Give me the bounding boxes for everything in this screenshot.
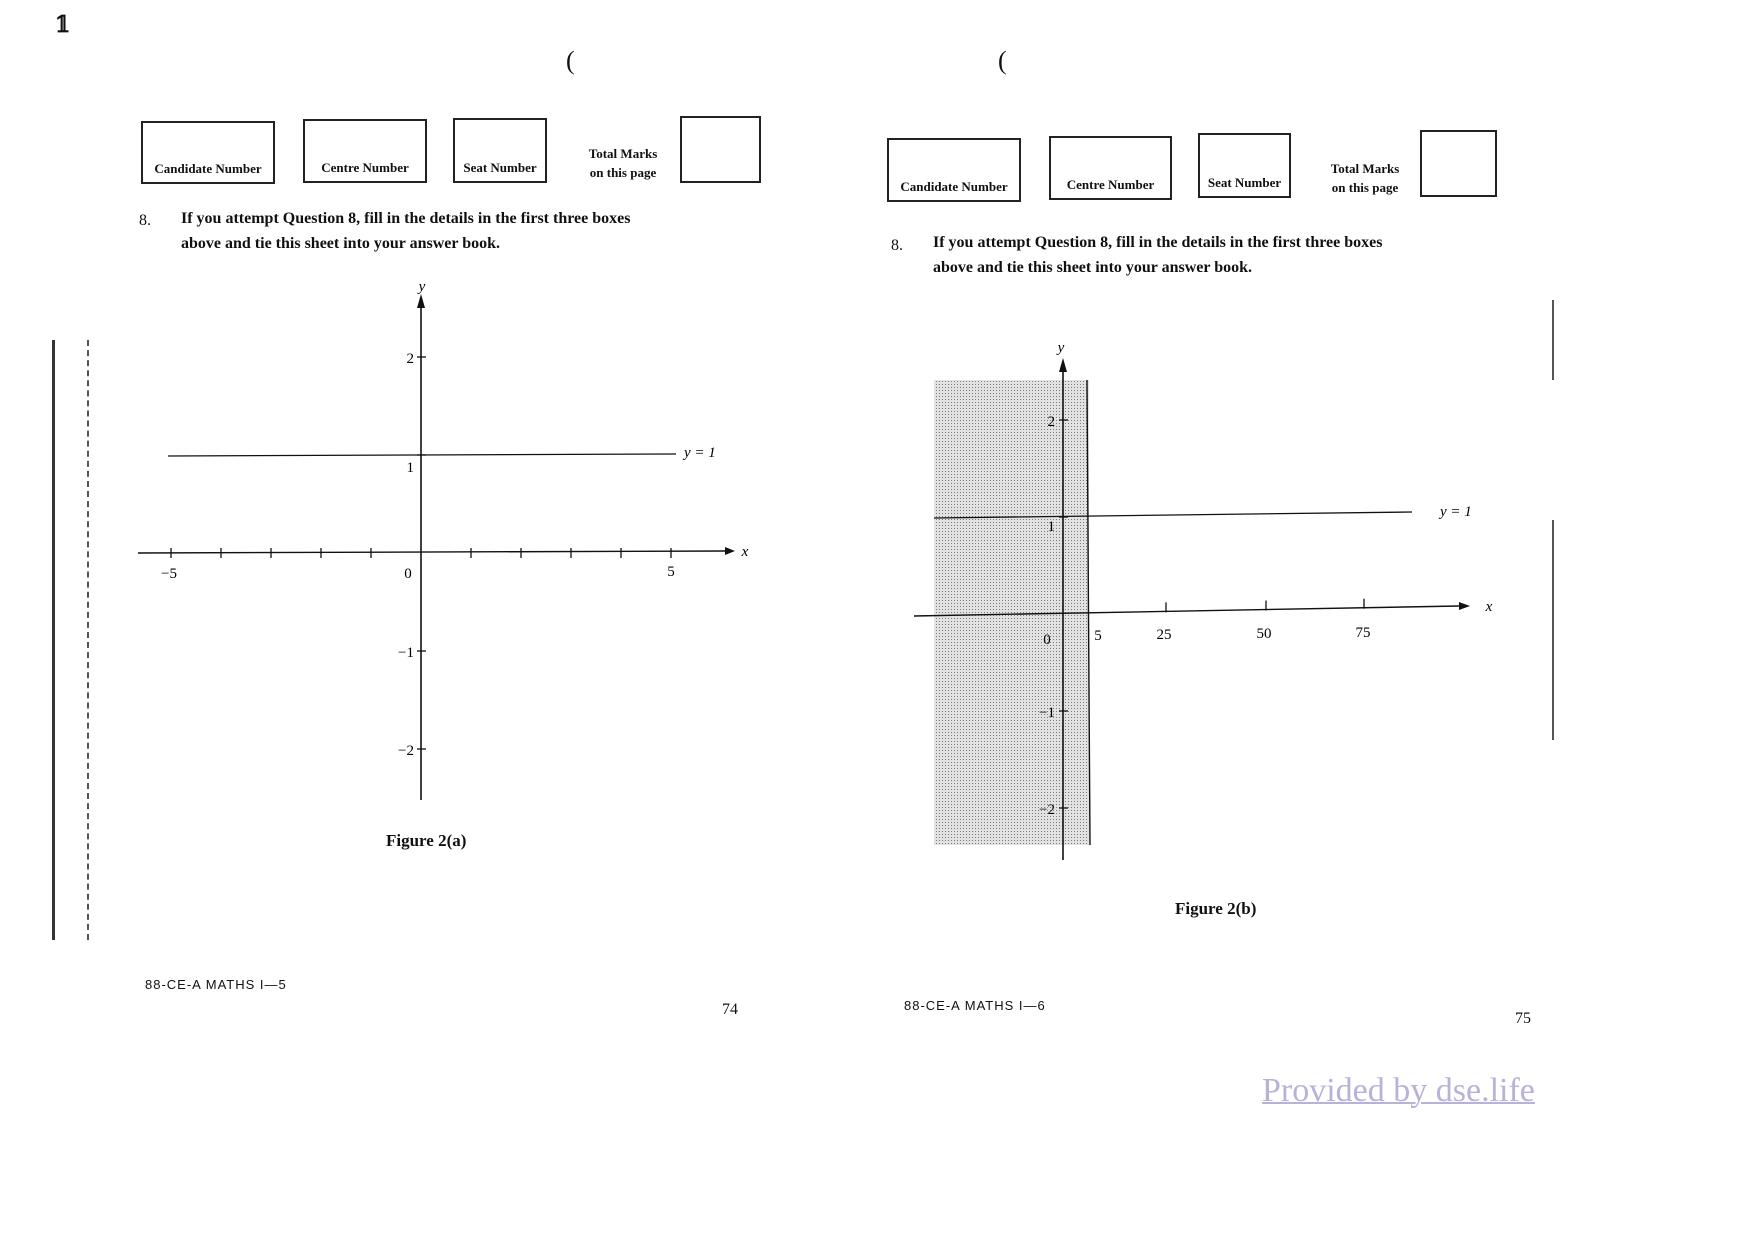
figure-caption: Figure 2(a) xyxy=(386,831,467,850)
seat-number-label: Seat Number xyxy=(463,160,537,175)
y-tick-label: −2 xyxy=(1039,802,1055,818)
centre-number-label: Centre Number xyxy=(321,160,409,175)
question-number: 8. xyxy=(139,212,151,229)
page-number: 74 xyxy=(722,1001,738,1018)
scan-mark: ( xyxy=(998,46,1007,75)
watermark: Provided by dse.life xyxy=(1262,1072,1535,1109)
y-axis-arrow xyxy=(417,294,425,308)
footer-code: 88-CE-A MATHS I—6 xyxy=(904,998,1046,1013)
question-line1: If you attempt Question 8, fill in the details in the first three boxes xyxy=(933,234,1383,251)
corner-mark: 𝟙 xyxy=(55,12,71,38)
x-axis-arrow xyxy=(725,547,735,555)
y-axis-label: y xyxy=(1057,340,1065,356)
footer-code: 88-CE-A MATHS I—5 xyxy=(145,977,287,992)
x-tick-label: 25 xyxy=(1156,627,1172,644)
total-marks-line1: Total Marks xyxy=(1330,161,1400,176)
shaded-region xyxy=(934,380,1089,845)
x-tick-label: 50 xyxy=(1256,626,1272,643)
x-tick-label: 75 xyxy=(1355,625,1371,642)
x-axis-label: x xyxy=(1485,599,1493,615)
line-label: y = 1 xyxy=(1440,504,1472,520)
scan-mark: ( xyxy=(566,46,575,75)
x-tick-label: 0 xyxy=(404,566,412,582)
x-tick-label: 5 xyxy=(1094,627,1102,644)
x-axis-label: x xyxy=(741,544,749,560)
y-tick-label: 1 xyxy=(406,460,414,476)
figure-2b xyxy=(876,0,1753,1245)
y-tick-label: 2 xyxy=(1047,414,1055,430)
centre-number-label: Centre Number xyxy=(1066,177,1155,192)
seat-number-label: Seat Number xyxy=(1207,175,1282,190)
x-tick-label: 0 xyxy=(1043,632,1051,648)
x-axis xyxy=(138,551,725,553)
line-y-equals-1 xyxy=(168,454,676,456)
x-tick-label: 5 xyxy=(667,564,675,580)
y-tick-label: −1 xyxy=(1039,705,1055,721)
y-axis-label: y xyxy=(418,279,426,295)
total-marks-line1: Total Marks xyxy=(588,146,658,161)
question-line2: above and tie this sheet into your answer book. xyxy=(933,259,1252,276)
x-axis-arrow xyxy=(1459,602,1470,610)
figure-2a xyxy=(0,0,876,1245)
total-marks-line2: on this page xyxy=(589,165,657,180)
y-tick-label: 2 xyxy=(406,351,414,367)
question-line2: above and tie this sheet into your answer book. xyxy=(181,235,500,252)
candidate-number-label: Candidate Number xyxy=(154,161,262,176)
figure-caption: Figure 2(b) xyxy=(1175,899,1257,918)
total-marks-line2: on this page xyxy=(1331,180,1399,195)
page-number: 75 xyxy=(1515,1010,1531,1027)
y-tick-label: −2 xyxy=(398,743,414,759)
x-tick-label: −5 xyxy=(161,566,177,582)
y-axis-arrow xyxy=(1059,358,1067,372)
question-line1: If you attempt Question 8, fill in the details in the first three boxes xyxy=(181,210,631,227)
line-label: y = 1 xyxy=(684,445,716,461)
y-tick-label: 1 xyxy=(1047,519,1055,535)
question-number: 8. xyxy=(891,237,903,254)
candidate-number-label: Candidate Number xyxy=(900,179,1008,194)
y-tick-label: −1 xyxy=(398,645,414,661)
